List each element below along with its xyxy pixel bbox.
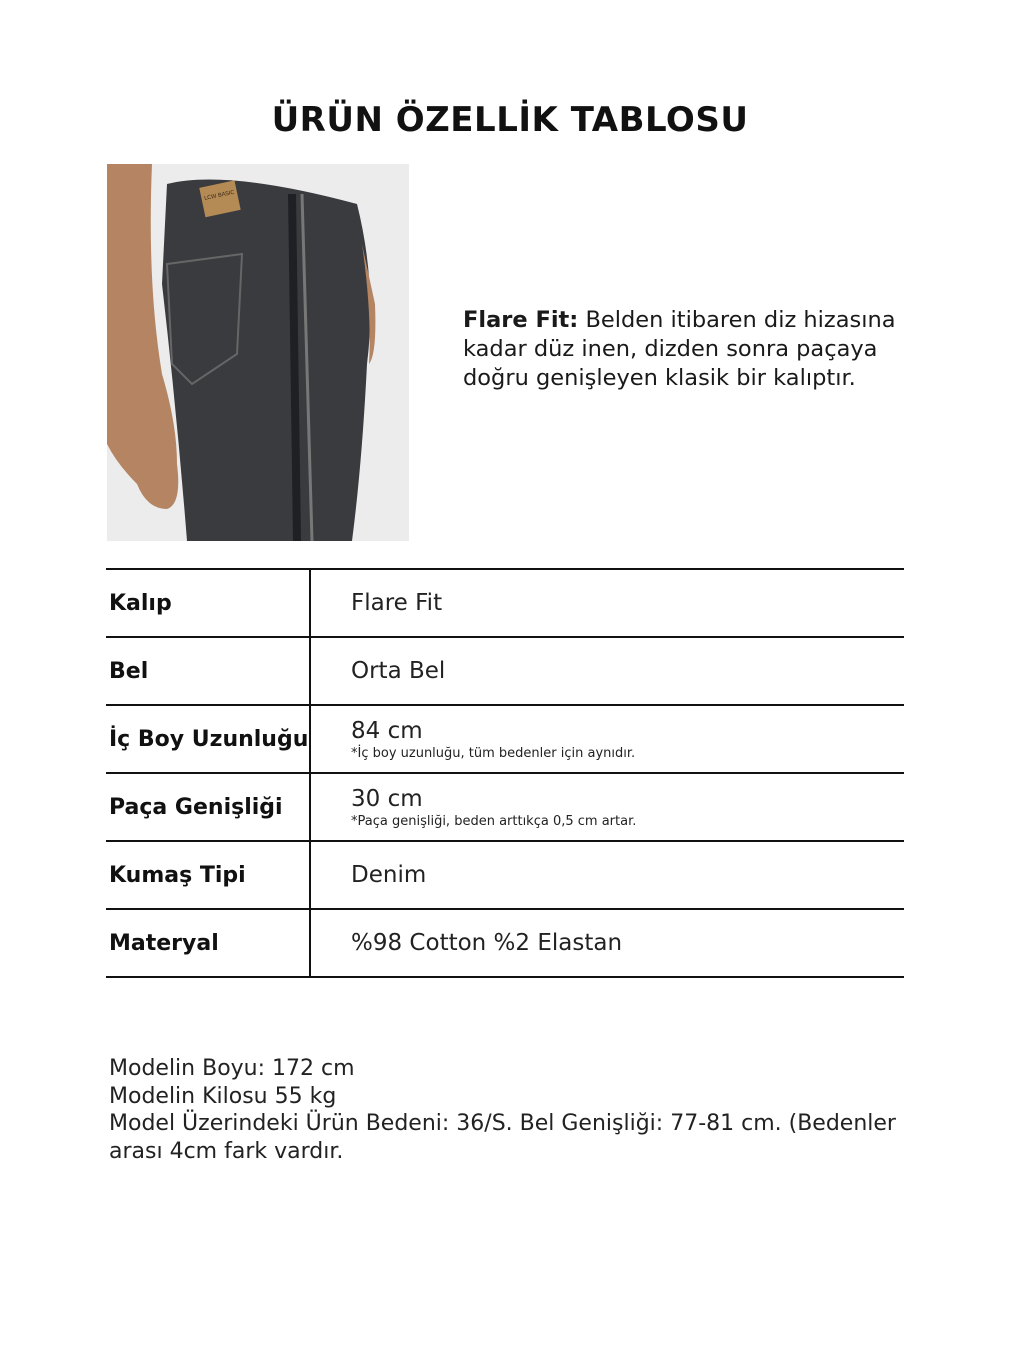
fit-description: [463, 306, 933, 393]
spec-value-cell: [310, 909, 904, 977]
spec-key: Kumaş Tipi: [106, 841, 310, 909]
spec-value-cell: [310, 773, 904, 841]
spec-value: Denim: [351, 862, 427, 888]
spec-key: İç Boy Uzunluğu: [106, 705, 310, 773]
spec-row: [106, 909, 904, 977]
spec-key: Bel: [106, 637, 310, 705]
spec-note: *İç boy uzunluğu, tüm bedenler için aynıdır.: [351, 745, 636, 761]
spec-value: %98 Cotton %2 Elastan: [351, 930, 623, 956]
spec-row: [106, 569, 904, 637]
product-photo: [107, 164, 409, 541]
fit-label: Flare Fit:: [463, 307, 579, 333]
spec-row: [106, 637, 904, 705]
spec-row: [106, 773, 904, 841]
spec-key: Paça Genişliği: [106, 773, 310, 841]
model-weight: Modelin Kilosu 55 kg: [109, 1083, 337, 1109]
spec-key: Kalıp: [106, 569, 310, 637]
model-size: Model Üzerindeki Ürün Bedeni: 36/S. Bel Genişliği: 77-81 cm. (Bedenler arası 4cm fark vardır.: [109, 1111, 896, 1164]
brand-label-text: LCW BASIC: [203, 189, 235, 202]
spec-value-cell: [310, 637, 904, 705]
spec-table: [106, 568, 904, 978]
spec-row: [106, 705, 904, 773]
spec-value-cell: [310, 569, 904, 637]
fit-text: Belden itibaren diz hizasına kadar düz inen, dizden sonra paçaya doğru genişleyen klasik bir kalıptır.: [463, 307, 896, 391]
spec-key: Materyal: [106, 909, 310, 977]
spec-value: Flare Fit: [351, 590, 443, 616]
spec-value: Orta Bel: [351, 658, 446, 684]
spec-value: 30 cm: [351, 785, 423, 812]
spec-value: 84 cm: [351, 717, 423, 744]
model-height: Modelin Boyu: 172 cm: [109, 1056, 355, 1081]
spec-row: [106, 841, 904, 909]
spec-note: *Paça genişliği, beden arttıkça 0,5 cm artar.: [351, 813, 637, 829]
model-info: [109, 1055, 909, 1165]
page-title: ÜRÜN ÖZELLİK TABLOSU: [271, 100, 749, 140]
spec-value-cell: [310, 705, 904, 773]
spec-value-cell: [310, 841, 904, 909]
